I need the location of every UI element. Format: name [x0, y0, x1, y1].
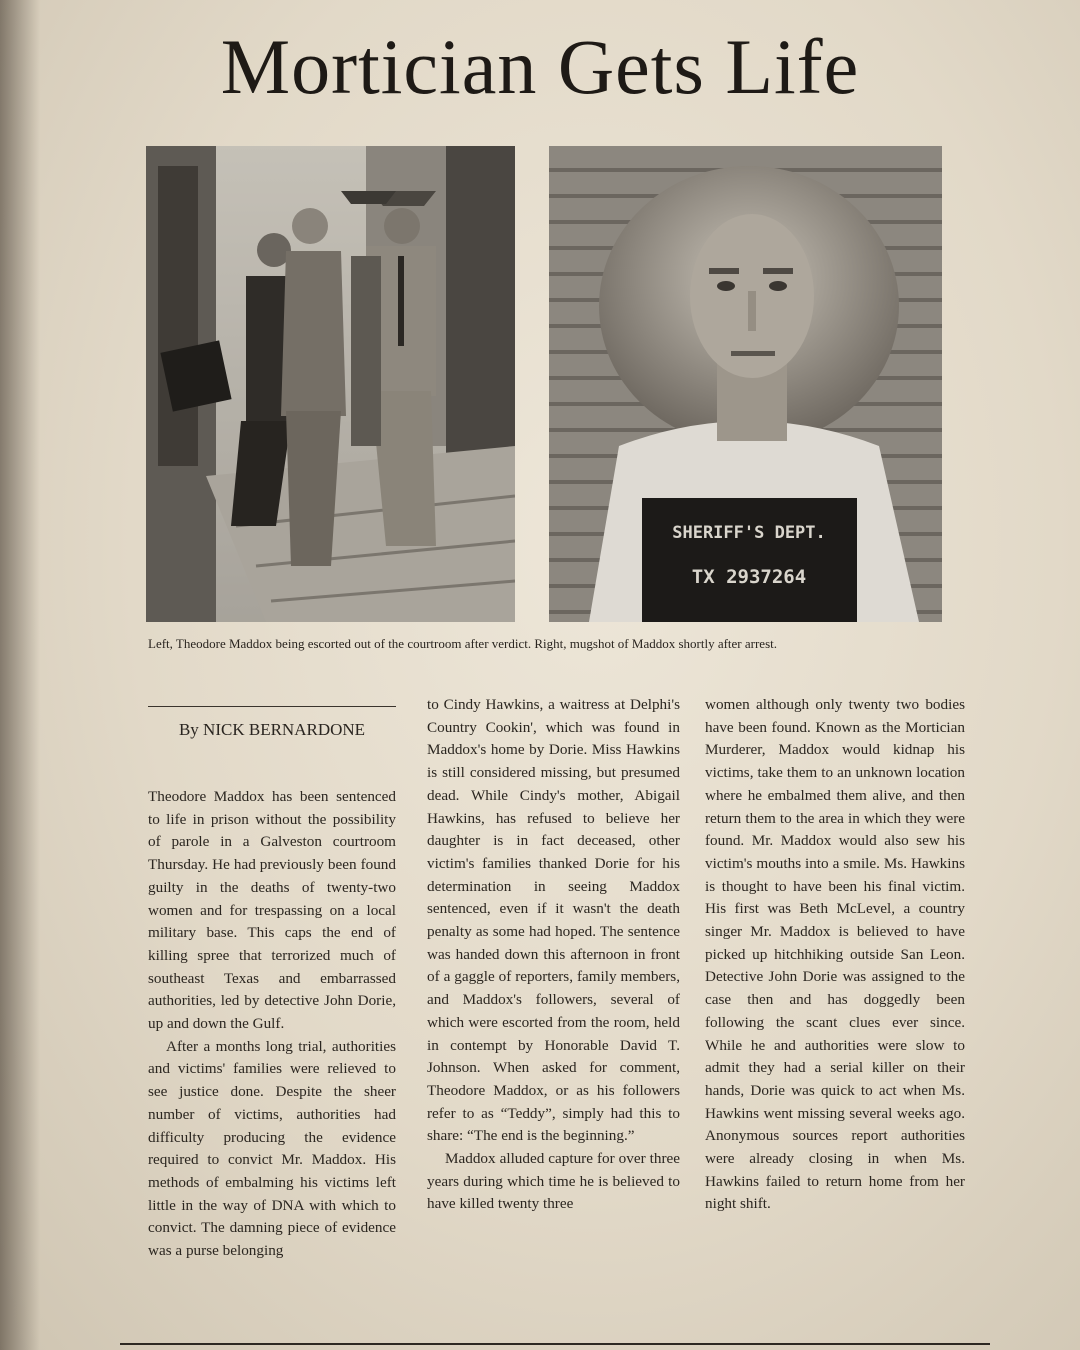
- byline-rule: [148, 706, 396, 707]
- article-column-3: [705, 694, 965, 1216]
- headline: Mortician Gets Life: [220, 23, 860, 110]
- article-column-2: [427, 694, 680, 1216]
- mugshot-board-dept: SHERIFF'S DEPT.: [672, 523, 826, 543]
- page-edge-shadow: [0, 0, 40, 1350]
- bottom-rule: [120, 1343, 990, 1345]
- paragraph: to Cindy Hawkins, a waitress at Delphi's Country Cookin', which was found in Maddox's home by Dorie. Miss Hawkins is still considered missing, but presumed dead. While Cindy's mother, Abigail Hawkins, has refused to believe her daughter is in fact deceased, other victim's families thanked Dorie for his determination in seeing Maddox sentenced, even if it wasn't the death penalty as some had hoped. The sentence was handed down this afternoon in front of a gaggle of reporters, family members, and Maddox's followers, several of which were escorted from the room, held in contempt by Honorable David T. Johnson. When asked for comment, Theodore Maddox, or as his followers refer to as “Teddy”, simply had this to share: “The end is the beginning.”: [427, 696, 680, 1145]
- mugshot-photo: [549, 146, 942, 622]
- paragraph: women although only twenty two bodies have been found. Known as the Mortician Murderer, Maddox would kidnap his victims, take them to an unknown location where he embalmed them alive, and then return them to the area in which they were found. Mr. Maddox would also sew his victim's mouths into a smile. Ms. Hawkins is thought to have been his final victim. His first was Beth McLevel, a country singer Mr. Maddox is believed to have picked up hitchhiking outside San Leon. Detective John Dorie was assigned to the case then and has doggedly been following the scant clues ever since. While he and authorities were slow to admit they had a serial killer on their hands, Dorie was quick to act when Ms. Hawkins went missing several weeks ago. Anonymous sources report authorities were already closing in when Ms. Hawkins failed to return home from her night shift.: [705, 696, 965, 1213]
- article-column-1: [148, 786, 396, 1263]
- photo-caption: Left, Theodore Maddox being escorted out of the courtroom after verdict. Right, mugshot of Maddox shortly after arrest.: [148, 636, 778, 651]
- paragraph: Maddox alluded capture for over three years during which time he is believed to have killed twenty three: [427, 1150, 680, 1213]
- byline: By NICK BERNARDONE: [178, 720, 366, 739]
- paragraph: After a months long trial, authorities and victims' families were relieved to see justice done. Despite the sheer number of victims, authorities had difficulty producing the evidence required to convict Mr. Maddox. His methods of embalming his victims left little in the way of DNA with which to convict. The damning piece of evidence was a purse belonging: [148, 1037, 396, 1260]
- mugshot-board-number: TX 2937264: [691, 566, 807, 588]
- paragraph: Theodore Maddox has been sentenced to life in prison without the possibility of parole in a Galveston courtroom Thursday. He had previously been found guilty in the deaths of twenty-two women and for trespassing on a local military base. This caps the end of killing spree that terrorized much of southeast Texas and embarrassed authorities, led by detective John Dorie, up and down the Gulf.: [148, 788, 396, 1033]
- courtroom-escort-photo: [146, 146, 515, 622]
